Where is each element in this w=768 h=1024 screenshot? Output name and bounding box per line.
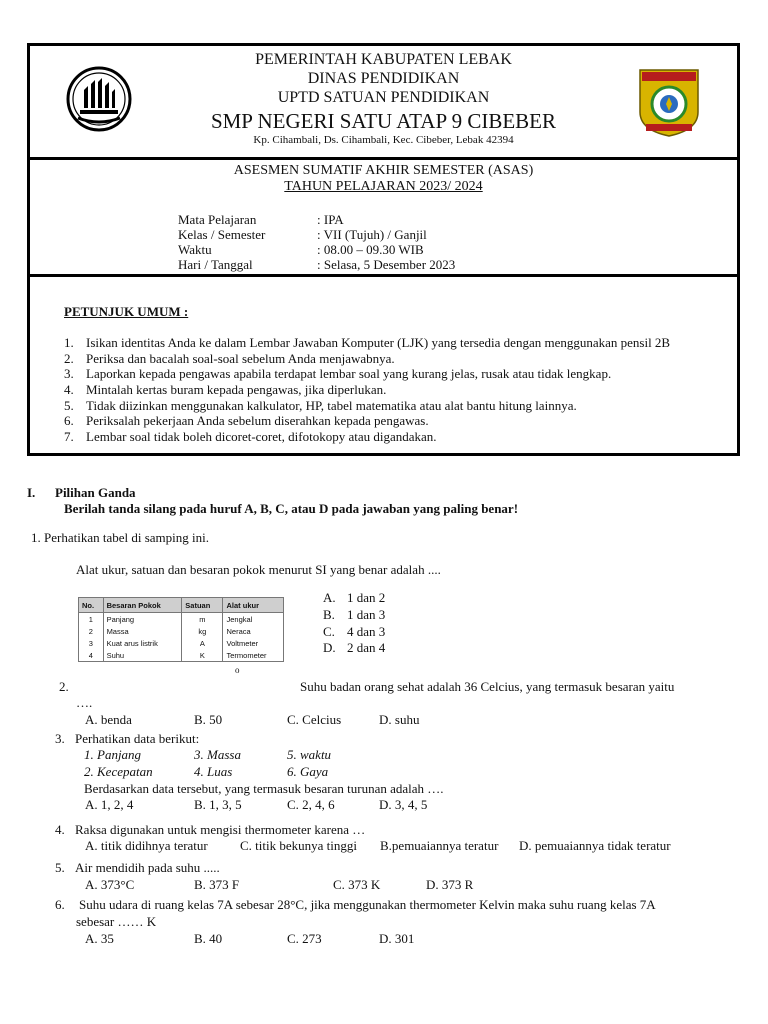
question-6-cont: sebesar …… K (76, 914, 157, 929)
instruction-number: 7. (64, 429, 74, 444)
instruction-text: Laporkan kepada pengawas apabila terdapat lembar soal yang kurang jelas, rusak atau tidak lengkap. (86, 366, 612, 381)
table-cell: 1 (79, 613, 104, 626)
instruction-number: 3. (64, 366, 74, 381)
question-3-data: 2. Kecepatan (84, 764, 153, 779)
table-cell: Kuat arus listrik (103, 637, 182, 649)
table-cell: 3 (79, 637, 104, 649)
question-5-text: Air mendidih pada suhu ..... (75, 860, 220, 875)
header-divider (30, 157, 737, 160)
question-1-option-text: 2 dan 4 (347, 640, 386, 655)
question-5-option: D. 373 R (426, 877, 474, 892)
question-3-text: Perhatikan data berikut: (75, 731, 200, 746)
question-6-option: D. 301 (379, 931, 415, 946)
question-1-option-letter: B. (323, 607, 335, 622)
instructions-heading: PETUNJUK UMUM : (64, 304, 189, 319)
question-3-data: 1. Panjang (84, 747, 142, 762)
question-3-data: 4. Luas (194, 764, 233, 779)
question-4-option: D. pemuaiannya tidak teratur (519, 838, 671, 853)
table-cell: Panjang (103, 613, 182, 626)
question-4-option: B.pemuaiannya teratur (380, 838, 499, 853)
instruction-text: Periksa dan bacalah soal-soal sebelum Anda menjawabnya. (86, 351, 395, 366)
field-date (178, 257, 698, 273)
instruction-text: Tidak diizinkan menggunakan kalkulator, HP, tabel matematika atau alat bantu hitung lainnya. (86, 398, 577, 413)
question-3-data: 5. waktu (287, 747, 332, 762)
instruction-number: 6. (64, 413, 74, 428)
question-4-number: 4. (55, 822, 65, 837)
field-subject (178, 212, 698, 228)
question-2-option: C. Celcius (287, 712, 342, 727)
table-cell: K (182, 649, 223, 662)
question-3-option: A. 1, 2, 4 (85, 797, 134, 812)
table-cell: Termometer (223, 649, 284, 662)
header-unit: UPTD SATUAN PENDIDIKAN (277, 89, 490, 106)
question-5-option: A. 373°C (85, 877, 135, 892)
question-2-option: D. suhu (379, 712, 420, 727)
table-cell: Suhu (103, 649, 182, 662)
table-row (79, 637, 284, 649)
question-1-option-text: 4 dan 3 (347, 624, 386, 639)
field-time (178, 242, 698, 258)
instruction-text: Mintalah kertas buram kepada pengawas, jika diperlukan. (86, 382, 387, 397)
instruction-number: 5. (64, 398, 74, 413)
exam-header-frame (27, 43, 740, 456)
table-cell: 4 (79, 649, 104, 662)
question-1-option-letter: A. (323, 590, 336, 605)
section-title: Pilihan Ganda (55, 485, 136, 500)
field-value: : IPA (317, 212, 344, 227)
exam-year: TAHUN PELAJARAN 2023/ 2024 (284, 179, 483, 194)
table-row (79, 649, 284, 662)
question-6-option: A. 35 (85, 931, 114, 946)
question-3-option: C. 2, 4, 6 (287, 797, 335, 812)
question-6-option: C. 273 (287, 931, 322, 946)
question-5-option: C. 373 K (333, 877, 381, 892)
field-label: Waktu (178, 242, 212, 257)
question-1-stem: Alat ukur, satuan dan besaran pokok menurut SI yang benar adalah .... (76, 562, 441, 577)
table-header-cell: Besaran Pokok (103, 598, 182, 613)
question-3-data: 3. Massa (194, 747, 241, 762)
question-6-option: B. 40 (194, 931, 223, 946)
exam-title: ASESMEN SUMATIF AKHIR SEMESTER (ASAS) (233, 163, 534, 178)
instruction-text: Lembar soal tidak boleh dicoret-coret, difotokopy atau digandakan. (86, 429, 437, 444)
question-2-option: B. 50 (194, 712, 223, 727)
section-instruction: Berilah tanda silang pada huruf A, B, C, atau D pada jawaban yang paling benar! (64, 501, 519, 516)
table-header-cell: No. (79, 598, 104, 613)
question-1-intro: 1. Perhatikan tabel di samping ini. (31, 530, 209, 545)
table-row (79, 613, 284, 626)
question-6-text: Suhu udara di ruang kelas 7A sebesar 28°C, jika menggunakan thermometer Kelvin maka suhu ruang kelas 7A (79, 897, 656, 912)
question-4-text: Raksa digunakan untuk mengisi thermometer karena … (75, 822, 366, 837)
field-value: : 08.00 – 09.30 WIB (317, 242, 424, 257)
degree-mark: o (235, 665, 240, 675)
table-header-cell: Satuan (182, 598, 223, 613)
table-cell: kg (182, 625, 223, 637)
school-address: Kp. Cihambali, Ds. Cihambali, Kec. Cibeber, Lebak 42394 (253, 134, 514, 146)
field-value: : Selasa, 5 Desember 2023 (317, 257, 456, 272)
instruction-text: Isikan identitas Anda ke dalam Lembar Jawaban Komputer (LJK) yang tersedia dengan menggunakan pensil 2B (86, 335, 671, 350)
table-row (79, 625, 284, 637)
question-1-option-text: 1 dan 2 (347, 590, 386, 605)
question-3-option: B. 1, 3, 5 (194, 797, 242, 812)
question-3-stem: Berdasarkan data tersebut, yang termasuk besaran turunan adalah …. (84, 781, 444, 796)
table-cell: m (182, 613, 223, 626)
question-2-option: A. benda (85, 712, 132, 727)
units-table (78, 597, 284, 662)
question-2-text: Suhu badan orang sehat adalah 36 Celcius, yang termasuk besaran yaitu (300, 679, 675, 694)
question-3-number: 3. (55, 731, 65, 746)
instruction-number: 4. (64, 382, 74, 397)
question-2-number: 2. (59, 679, 69, 694)
table-header-row (79, 598, 284, 613)
question-5-option: B. 373 F (194, 877, 240, 892)
field-label: Kelas / Semester (178, 227, 266, 242)
instructions-divider (30, 274, 737, 277)
question-4-option: C. titik bekunya tinggi (240, 838, 357, 853)
table-cell: A (182, 637, 223, 649)
field-label: Hari / Tanggal (178, 257, 253, 272)
table-header-cell: Alat ukur (223, 598, 284, 613)
table-cell: Jengkal (223, 613, 284, 626)
table-cell: Voltmeter (223, 637, 284, 649)
instruction-number: 1. (64, 335, 74, 350)
field-label: Mata Pelajaran (178, 212, 257, 227)
question-4-option: A. titik didihnya teratur (85, 838, 208, 853)
section-number: I. (27, 485, 36, 500)
question-1-option-text: 1 dan 3 (347, 607, 386, 622)
question-3-option: D. 3, 4, 5 (379, 797, 428, 812)
question-2-cont: …. (76, 695, 93, 710)
table-cell: Neraca (223, 625, 284, 637)
question-1-option-letter: D. (323, 640, 336, 655)
header-government: PEMERINTAH KABUPATEN LEBAK (255, 51, 512, 68)
question-3-data: 6. Gaya (287, 764, 329, 779)
instruction-text: Periksalah pekerjaan Anda sebelum diserahkan kepada pengawas. (86, 413, 429, 428)
table-cell: Massa (103, 625, 182, 637)
table-cell: 2 (79, 625, 104, 637)
question-6-number: 6. (55, 897, 65, 912)
question-1-option-letter: C. (323, 624, 335, 639)
instruction-number: 2. (64, 351, 74, 366)
field-value: : VII (Tujuh) / Ganjil (317, 227, 427, 242)
header-department: DINAS PENDIDIKAN (307, 70, 460, 87)
question-5-number: 5. (55, 860, 65, 875)
field-class (178, 227, 698, 243)
school-name: SMP NEGERI SATU ATAP 9 CIBEBER (210, 109, 557, 133)
